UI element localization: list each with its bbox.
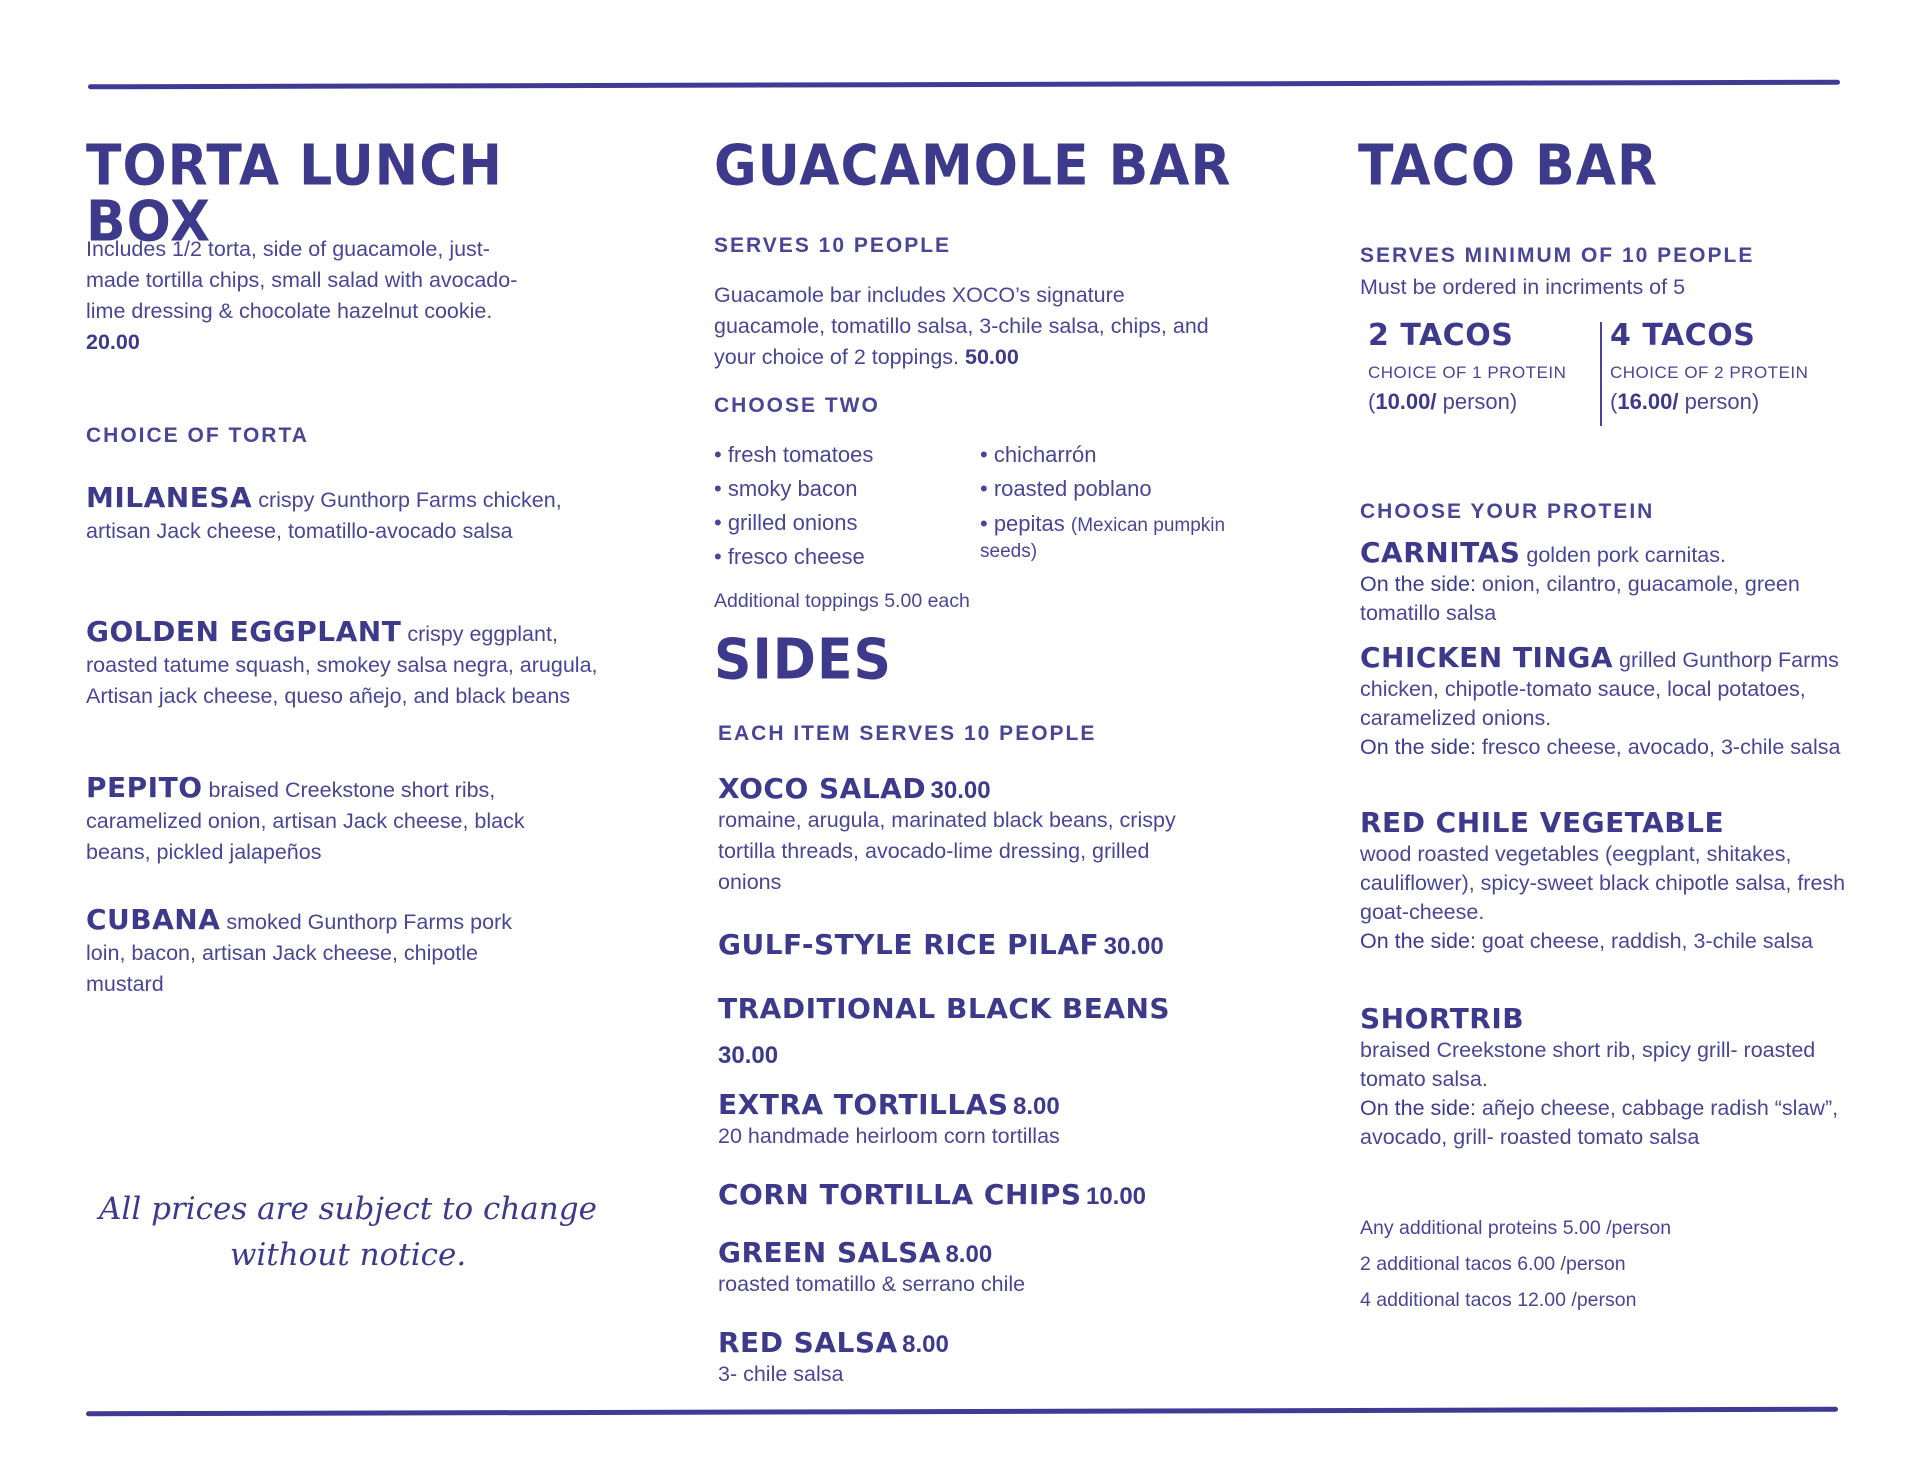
protein-side: fresco cheese, avocado, 3-chile salsa: [1481, 735, 1841, 759]
side-item-price: 30.00: [718, 1042, 779, 1069]
taco-option-divider: [1600, 322, 1602, 426]
torta-item: [86, 772, 586, 868]
side-item-price: 30.00: [1103, 933, 1164, 960]
taco-extra-item: 2 additional tacos 6.00 /person: [1360, 1253, 1626, 1275]
torta-item-name: MILANESA: [86, 481, 253, 514]
side-item: [718, 1088, 1218, 1152]
protein-name: CHICKEN TINGA: [1360, 641, 1614, 674]
side-item: [718, 1178, 1218, 1211]
taco-increments: Must be ordered in incriments of 5: [1360, 275, 1686, 299]
taco-extra-item: 4 additional tacos 12.00 /person: [1360, 1289, 1637, 1311]
protein-desc: golden pork carnitas.: [1526, 543, 1726, 567]
torta-item-desc: braised Creekstone short ribs, caramelized onion, artisan Jack cheese, black beans, pickled jalapeños: [86, 778, 525, 864]
price-notice: [78, 1186, 618, 1278]
protein-desc: grilled Gunthorp Farms chicken, chipotle-tomato sauce, local potatoes, caramelized onions.: [1360, 648, 1839, 730]
protein-desc: wood roasted vegetables (eegplant, shitakes, cauliflower), spicy-sweet black chipotle salsa, fresh goat-cheese.: [1360, 842, 1846, 924]
on-the-side-label: On the side:: [1360, 1096, 1476, 1120]
side-item-name: GULF-STYLE RICE PILAF: [718, 928, 1100, 961]
taco-serves: SERVES MINIMUM OF 10 PEOPLE: [1360, 244, 1755, 267]
topping-item: • smoky bacon: [714, 476, 858, 501]
torta-item: [86, 482, 586, 547]
protein-name: RED CHILE VEGETABLE: [1360, 806, 1725, 839]
topping-item-pepitas: [980, 512, 1240, 564]
taco-option: [1610, 318, 1808, 415]
taco-price-unit: person): [1442, 389, 1518, 414]
torta-item-desc: crispy eggplant, roasted tatume squash, smokey salsa negra, arugula, Artisan jack cheese, queso añejo, and black beans: [86, 622, 598, 708]
taco-option-choice: CHOICE OF 2 PROTEIN: [1610, 363, 1809, 382]
protein-item: [1360, 643, 1860, 762]
topping-item: • fresco cheese: [714, 544, 865, 569]
choice-of-torta-heading: CHOICE OF TORTA: [86, 424, 309, 447]
taco-option-price: (10.00/ person): [1368, 389, 1518, 414]
torta-intro-text: Includes 1/2 torta, side of guacamole, just-made tortilla chips, small salad with avocado-lime dressing & chocolate hazelnut cookie.: [86, 237, 518, 323]
choose-protein-heading: CHOOSE YOUR PROTEIN: [1360, 500, 1655, 523]
topping-item: • chicharrón: [980, 442, 1097, 467]
protein-item: [1360, 808, 1860, 956]
taco-option-name: 2 TACOS: [1368, 318, 1514, 353]
taco-price-value: 10.00/: [1375, 389, 1437, 414]
protein-name: SHORTRIB: [1360, 1002, 1525, 1035]
taco-option-price: (16.00/ person): [1610, 389, 1760, 414]
on-the-side-label: On the side:: [1360, 572, 1476, 596]
protein-side: onion, cilantro, guacamole, green tomatillo salsa: [1360, 572, 1800, 625]
side-item-desc: roasted tomatillo & serrano chile: [718, 1272, 1026, 1296]
torta-item-name: CUBANA: [86, 903, 221, 936]
protein-side: añejo cheese, cabbage radish “slaw”, avocado, grill- roasted tomato salsa: [1360, 1096, 1839, 1149]
guac-intro-text: Guacamole bar includes XOCO’s signature guacamole, tomatillo salsa, 3-chile salsa, chips, and your choice of 2 toppings.: [714, 283, 1209, 369]
protein-name: CARNITAS: [1360, 536, 1521, 569]
guac-serves: SERVES 10 PEOPLE: [714, 234, 952, 257]
side-item-name: EXTRA TORTILLAS: [718, 1088, 1009, 1121]
side-item-name: XOCO SALAD: [718, 772, 927, 805]
torta-column: [86, 133, 606, 1273]
torta-item-name: PEPITO: [86, 771, 203, 804]
side-item-price: 8.00: [945, 1241, 993, 1268]
additional-toppings: Additional toppings 5.00 each: [714, 590, 970, 612]
taco-extra-item: Any additional proteins 5.00 /person: [1360, 1217, 1672, 1239]
side-item: [718, 928, 1238, 961]
side-item-price: 8.00: [902, 1331, 949, 1358]
torta-item-name: GOLDEN EGGPLANT: [86, 615, 402, 648]
taco-extras: [1360, 1210, 1860, 1318]
torta-item-desc: smoked Gunthorp Farms pork loin, bacon, artisan Jack cheese, chipotle mustard: [86, 910, 512, 996]
protein-side: goat cheese, raddish, 3-chile salsa: [1481, 929, 1813, 953]
protein-item: [1360, 538, 1860, 628]
guac-sides-column: [714, 133, 1274, 1386]
taco-price-unit: person): [1684, 389, 1760, 414]
sides-serves: EACH ITEM SERVES 10 PEOPLE: [718, 722, 1097, 745]
taco-column: [1358, 133, 1858, 1311]
sides-title: SIDES: [714, 627, 892, 693]
taco-option-name: 4 TACOS: [1610, 318, 1756, 353]
guac-price: 50.00: [965, 345, 1019, 369]
torta-price: 20.00: [86, 330, 140, 354]
side-item-name: RED SALSA: [718, 1326, 898, 1359]
guac-intro: [714, 280, 1214, 373]
guac-title: GUACAMOLE BAR: [714, 133, 1232, 199]
price-notice-line1: All prices are subject to change: [99, 1191, 597, 1227]
side-item-price: 8.00: [1013, 1093, 1060, 1120]
taco-title: TACO BAR: [1358, 133, 1659, 199]
bottom-divider: [86, 1407, 1838, 1417]
side-item: [718, 1326, 1218, 1390]
torta-title: TORTA LUNCH BOX: [86, 133, 503, 255]
pepitas-label: • pepitas: [980, 511, 1065, 536]
side-item: [718, 1236, 1218, 1300]
side-item-name: GREEN SALSA: [718, 1236, 941, 1269]
protein-item: [1360, 1004, 1860, 1152]
topping-item: • fresh tomatoes: [714, 442, 874, 467]
torta-intro: [86, 234, 526, 358]
taco-price-value: 16.00/: [1617, 389, 1679, 414]
side-item-price: 30.00: [930, 777, 991, 804]
side-item: [718, 988, 1198, 1080]
taco-option: [1368, 318, 1566, 415]
side-item-name: TRADITIONAL BLACK BEANS: [718, 992, 1171, 1025]
topping-item: • roasted poblano: [980, 476, 1152, 501]
torta-item-desc: crispy Gunthorp Farms chicken, artisan Jack cheese, tomatillo-avocado salsa: [86, 488, 562, 543]
choose-two-heading: CHOOSE TWO: [714, 394, 880, 417]
torta-item: [86, 904, 546, 1000]
on-the-side-label: On the side:: [1360, 735, 1476, 759]
on-the-side-label: On the side:: [1360, 929, 1476, 953]
topping-item: • grilled onions: [714, 510, 858, 535]
toppings-right-list: [980, 438, 1240, 564]
toppings-left-list: [714, 438, 974, 574]
taco-option-choice: CHOICE OF 1 PROTEIN: [1368, 363, 1567, 382]
side-item-price: 10.00: [1085, 1183, 1147, 1210]
side-item-desc: romaine, arugula, marinated black beans, crispy tortilla threads, avocado-lime dressing, grilled onions: [718, 808, 1176, 894]
price-notice-line2: without notice.: [229, 1237, 467, 1273]
protein-desc: braised Creekstone short rib, spicy grill- roasted tomato salsa.: [1360, 1038, 1816, 1091]
side-item-desc: 3- chile salsa: [718, 1362, 844, 1386]
side-item-desc: 20 handmade heirloom corn tortillas: [718, 1124, 1060, 1148]
side-item-name: CORN TORTILLA CHIPS: [718, 1178, 1082, 1211]
pepitas-note: (Mexican pumpkin seeds): [980, 515, 1226, 562]
side-item: [718, 772, 1218, 898]
top-divider: [88, 80, 1840, 90]
torta-item: [86, 616, 606, 712]
